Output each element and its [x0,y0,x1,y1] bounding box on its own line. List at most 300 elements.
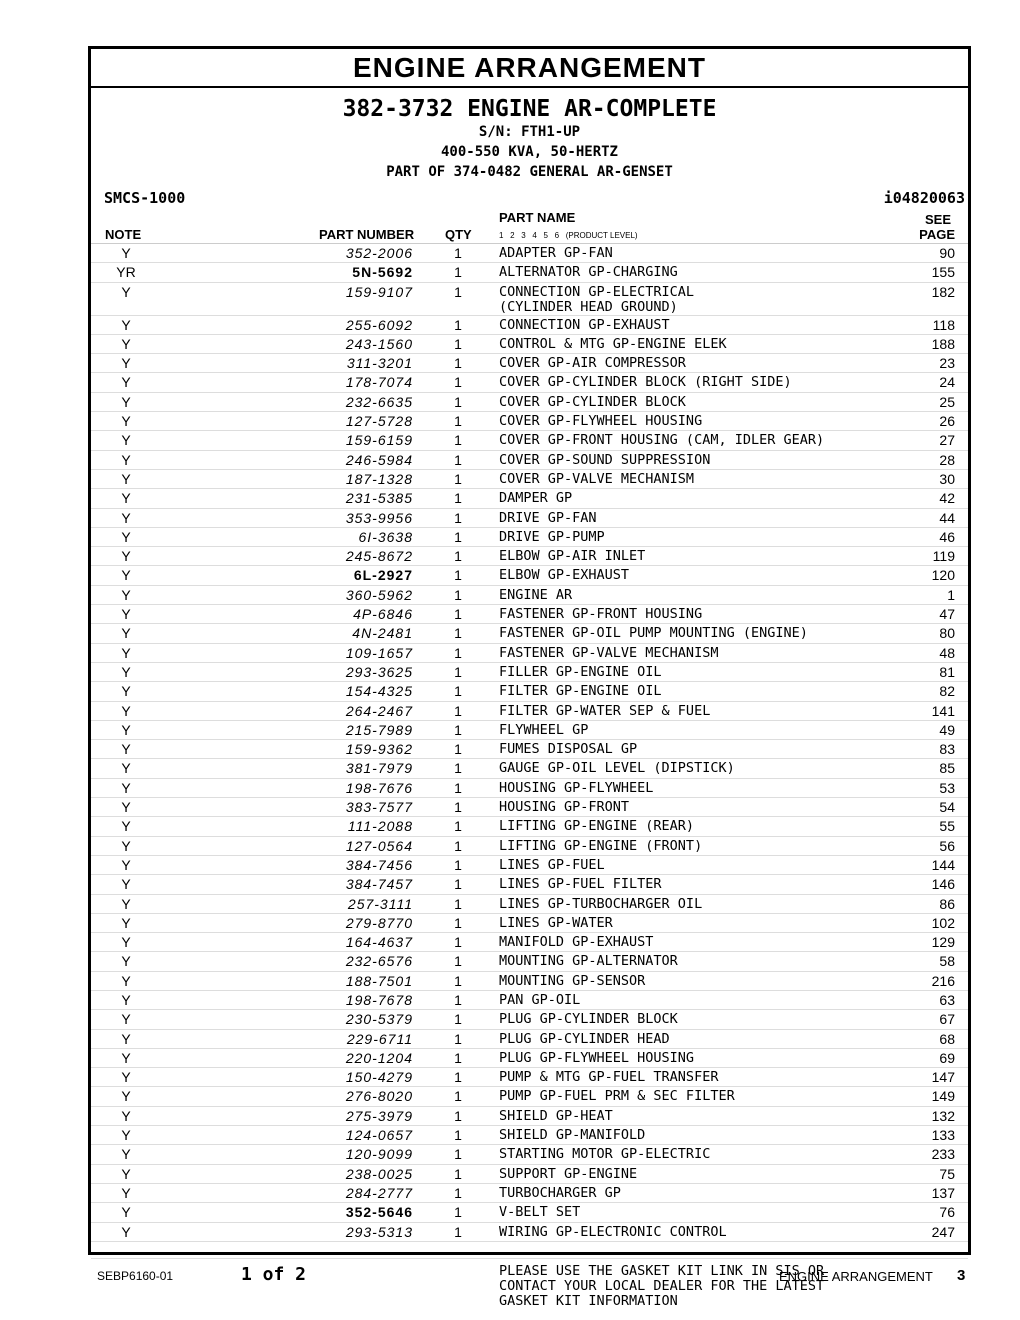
table-row [91,509,968,528]
row-qty: 1 [454,470,462,487]
row-see-page: 182 [931,283,955,300]
row-part-name [499,433,824,448]
row-note: Y [121,1030,131,1047]
row-note: Y [121,760,131,777]
row-part-name-line: ENGINE AR [499,586,573,603]
row-qty: 1 [454,528,462,545]
row-part-number: 381-7979 [345,760,413,777]
row-see-page: 233 [931,1146,955,1163]
row-see-page: 133 [931,1127,955,1144]
table-row [91,702,968,721]
row-part-number: 284-2777 [345,1184,413,1201]
serial-range: S/N: FTH1-UP [478,124,581,140]
row-part-name-line: ELBOW GP-AIR INLET [499,548,646,565]
row-qty: 1 [454,509,462,526]
row-part-name [499,414,702,429]
row-qty: 1 [454,355,462,372]
row-note: Y [121,548,131,565]
row-part-name-line: FILLER GP-ENGINE OIL [499,663,662,680]
row-see-page: 55 [939,818,955,835]
row-see-page: 120 [931,567,955,584]
row-note: Y [121,663,131,680]
row-see-page: 119 [932,548,955,565]
row-see-page: 147 [931,1069,955,1086]
row-qty: 1 [454,264,462,281]
row-note: Y [121,413,131,430]
parent-assembly: PART OF 374-0482 GENERAL AR-GENSET [386,164,673,180]
row-note: Y [121,1088,131,1105]
row-part-name-line: ELBOW GP-EXHAUST [499,567,630,584]
row-qty: 1 [454,953,462,970]
row-qty: 1 [454,779,462,796]
row-part-name [499,395,686,410]
row-part-name [499,858,605,873]
row-part-name-line: LINES GP-FUEL [499,856,605,873]
row-qty: 1 [454,1184,462,1201]
row-note: Y [121,1204,131,1221]
row-part-name-line: FLYWHEEL GP [499,721,589,738]
row-see-page: 188 [931,335,955,352]
row-qty: 1 [454,606,462,623]
row-note: Y [121,432,131,449]
row-qty: 1 [454,567,462,584]
row-part-name [499,993,580,1008]
document-id: i04820063 [883,189,965,207]
row-part-number: 352-2006 [345,245,413,261]
table-row [91,393,968,412]
assembly-title: 382-3732 ENGINE AR-COMPLETE [342,96,717,122]
row-see-page: 146 [931,876,955,893]
row-part-number: 353-9956 [345,509,413,526]
col-part-number: PART NUMBER [319,227,415,242]
row-note: Y [121,509,131,526]
row-qty: 1 [454,818,462,835]
row-part-number: 352-5646 [345,1204,413,1221]
row-part-number: 360-5962 [345,586,413,603]
row-note: Y [121,953,131,970]
row-part-name [499,1186,621,1201]
row-part-number: 109-1657 [345,644,413,661]
table-row [91,1049,968,1068]
table-row [91,244,968,263]
row-part-name [499,742,637,757]
row-qty: 1 [454,335,462,352]
row-see-page: 83 [939,741,955,758]
row-part-name-line: DRIVE GP-PUMP [499,528,605,545]
row-note: Y [121,393,131,410]
row-qty: 1 [454,1127,462,1144]
table-row [91,779,968,798]
row-qty: 1 [454,625,462,642]
table-row [91,1145,968,1164]
row-part-number: 215-7989 [345,721,413,738]
row-part-number: 5N-5692 [352,264,413,281]
row-part-number: 264-2467 [345,702,413,719]
row-note: Y [121,586,131,603]
row-note: Y [121,741,131,758]
row-part-name-line: COVER GP-SOUND SUPPRESSION [499,451,711,468]
table-row [91,952,968,971]
row-see-page: 47 [939,606,955,623]
row-qty: 1 [454,1165,462,1182]
row-part-name-line: SHIELD GP-MANIFOLD [499,1127,646,1144]
row-part-name-line: CONNECTION GP-ELECTRICAL [499,283,695,300]
row-see-page: 46 [939,528,955,545]
row-note: Y [121,355,131,372]
row-part-name [499,684,662,699]
row-part-number: 124-0657 [345,1127,413,1144]
row-see-page: 56 [939,837,955,854]
row-note: Y [121,606,131,623]
table-row [91,335,968,354]
row-part-name [499,626,808,641]
row-part-number: 255-6092 [345,316,413,333]
row-part-number: 178-7074 [345,374,413,391]
row-part-name-line: PLUG GP-FLYWHEEL HOUSING [499,1049,695,1066]
table-row [91,1107,968,1126]
table-row [91,740,968,759]
page-title: ENGINE ARRANGEMENT [91,49,968,88]
row-see-page: 54 [939,799,955,816]
row-see-page: 82 [939,683,955,700]
row-part-number: 150-4279 [345,1069,413,1086]
row-note: Y [121,335,131,352]
row-part-number: 245-8672 [345,548,413,565]
table-row [91,721,968,740]
row-part-number: 159-9362 [345,741,413,758]
row-note: Y [121,1165,131,1182]
row-part-name [499,819,694,834]
col-part-name: PART NAME [499,210,576,225]
table-row [91,933,968,952]
row-note: Y [121,625,131,642]
row-part-name [499,897,702,912]
row-part-name [499,1205,580,1220]
row-part-number: 293-3625 [345,663,413,680]
row-note: Y [121,799,131,816]
row-see-page: 144 [931,856,955,873]
row-note: Y [121,779,131,796]
row-part-name [499,781,653,796]
row-see-page: 48 [939,644,955,661]
row-note: Y [121,856,131,873]
col-product-level: 1 2 3 4 5 6 (PRODUCT LEVEL) [499,231,638,240]
row-qty: 1 [454,663,462,680]
row-part-name [499,375,792,390]
row-part-number: 384-7457 [345,876,413,893]
row-part-name-line: WIRING GP-ELECTRONIC CONTROL [499,1223,727,1240]
row-see-page: 42 [939,490,955,507]
row-qty: 1 [454,432,462,449]
table-row [91,1010,968,1029]
row-part-name-line: STARTING MOTOR GP-ELECTRIC [499,1146,711,1163]
row-qty: 1 [454,1204,462,1221]
row-see-page: 129 [931,934,955,951]
row-part-name [499,974,645,989]
row-qty: 1 [454,721,462,738]
row-see-page: 30 [939,470,955,487]
row-note: Y [121,721,131,738]
row-part-number: 293-5313 [345,1223,413,1240]
row-part-name-line: MOUNTING GP-SENSOR [499,972,646,989]
row-part-number: 154-4325 [345,683,413,700]
row-part-name-line: PUMP & MTG GP-FUEL TRANSFER [499,1069,719,1086]
row-qty: 1 [454,1011,462,1028]
row-part-name [499,549,645,564]
row-note: Y [121,1011,131,1028]
row-qty: 1 [454,1049,462,1066]
row-part-name [499,761,735,776]
row-part-name [499,646,718,661]
row-part-number: 232-6635 [345,393,413,410]
row-part-number: 231-5385 [345,490,413,507]
row-part-name [499,1032,670,1047]
table-row [91,663,968,682]
row-part-name-line: COVER GP-CYLINDER BLOCK [499,393,686,410]
table-row [91,1126,968,1145]
row-qty: 1 [454,451,462,468]
row-part-name-line: FASTENER GP-VALVE MECHANISM [499,644,719,661]
row-part-number: 279-8770 [345,914,413,931]
row-qty: 1 [454,1030,462,1047]
row-qty: 1 [454,1088,462,1105]
row-part-name-line: COVER GP-CYLINDER BLOCK (RIGHT SIDE) [499,374,792,391]
gasket-note-text: PLEASE USE THE GASKET KIT LINK IN SIS OR CONTACT YOUR LOCAL DEALER FOR THE LATEST GASKET KIT INFORMATION [499,1262,825,1309]
row-qty: 1 [454,490,462,507]
row-qty: 1 [454,1069,462,1086]
row-see-page: 85 [939,760,955,777]
table-row [91,489,968,508]
table-row [91,373,968,392]
row-see-page: 28 [939,451,955,468]
row-part-number: 127-5728 [345,413,413,430]
row-see-page: 149 [931,1088,955,1105]
row-part-name [499,1225,727,1240]
row-qty: 1 [454,914,462,931]
row-see-page: 155 [931,264,955,281]
row-qty: 1 [454,683,462,700]
row-part-name-line: PUMP GP-FUEL PRM & SEC FILTER [499,1088,735,1105]
row-see-page: 80 [939,625,955,642]
row-qty: 1 [454,895,462,912]
row-note: Y [121,1184,131,1201]
row-part-name-line: MANIFOLD GP-EXHAUST [499,934,654,951]
table-row [91,1030,968,1049]
table-row [91,547,968,566]
row-part-name [499,588,572,603]
table-row [91,759,968,778]
row-see-page: 76 [939,1204,955,1221]
row-part-name [499,568,629,583]
table-row [91,991,968,1010]
row-note: Y [121,683,131,700]
row-see-page: 26 [939,413,955,430]
row-note: Y [121,837,131,854]
row-part-name-line: MOUNTING GP-ALTERNATOR [499,953,678,970]
row-qty: 1 [454,413,462,430]
row-part-name-line: FILTER GP-ENGINE OIL [499,683,662,700]
row-part-name-line: SUPPORT GP-ENGINE [499,1165,638,1182]
row-part-number: 246-5984 [345,451,413,468]
row-qty: 1 [454,799,462,816]
row-note: YR [116,264,136,281]
row-part-name-line: COVER GP-FRONT HOUSING (CAM, IDLER GEAR) [499,432,825,449]
row-part-name-line: CONTROL & MTG GP-ENGINE ELEK [499,335,727,352]
table-row [91,1068,968,1087]
row-see-page: 81 [939,663,955,680]
row-see-page: 27 [939,432,955,449]
row-part-number: 257-3111 [347,895,413,912]
col-see: SEE [924,212,951,227]
row-part-name [499,1109,613,1124]
row-see-page: 102 [931,914,955,931]
row-see-page: 63 [939,991,955,1008]
row-qty: 1 [454,876,462,893]
row-see-page: 75 [939,1165,955,1182]
row-part-name [499,472,694,487]
table-row [91,1087,968,1106]
row-part-name [499,530,605,545]
row-part-name-line: COVER GP-AIR COMPRESSOR [499,355,686,372]
table-row [91,972,968,991]
row-part-number: 276-8020 [345,1088,413,1105]
row-qty: 1 [454,644,462,661]
row-part-number: 311-3201 [346,355,413,372]
row-part-name [499,1051,694,1066]
row-part-name-line: FUMES DISPOSAL GP [499,741,638,758]
row-part-name-line: CONNECTION GP-EXHAUST [499,316,670,333]
table-row [91,875,968,894]
row-part-name-line: FASTENER GP-OIL PUMP MOUNTING (ENGINE) [499,625,808,642]
row-part-number: 383-7577 [345,799,413,816]
row-see-page: 25 [939,393,955,410]
row-qty: 1 [454,1223,462,1240]
row-see-page: 53 [939,779,955,796]
table-row [91,431,968,450]
row-qty: 1 [454,283,462,300]
row-part-name-line: HOUSING GP-FRONT [499,799,630,816]
row-note: Y [121,1223,131,1240]
table-row [91,354,968,373]
row-part-name [499,1147,710,1162]
row-part-name [499,337,727,352]
row-see-page: 137 [931,1184,955,1201]
row-part-number: 230-5379 [345,1011,413,1028]
row-part-number: 275-3979 [345,1107,413,1124]
row-note: Y [121,876,131,893]
row-note: Y [121,245,131,261]
row-part-number: 4N-2481 [352,625,413,642]
row-part-number: 238-0025 [345,1165,413,1182]
table-row [91,316,968,335]
table-row [91,605,968,624]
row-part-name-line: LINES GP-TURBOCHARGER OIL [499,895,703,912]
row-part-name [499,285,694,315]
row-part-name-line: DAMPER GP [499,490,573,507]
row-part-name [499,800,629,815]
row-part-name-line: LINES GP-WATER [499,914,613,931]
row-note: Y [121,470,131,487]
row-note: Y [121,316,131,333]
row-part-number: 243-1560 [345,335,413,352]
table-row [91,1165,968,1184]
row-part-name [499,1012,678,1027]
footer-doc-number: SEBP6160-01 [97,1269,174,1283]
row-part-name [499,265,678,280]
row-qty: 1 [454,548,462,565]
row-part-number: 188-7501 [345,972,413,989]
row-note: Y [121,1127,131,1144]
row-part-name-line: HOUSING GP-FLYWHEEL [499,779,654,796]
row-see-page: 247 [931,1223,955,1240]
row-qty: 1 [454,702,462,719]
row-part-number: 4P-6846 [353,606,413,623]
table-row [91,283,968,316]
table-row [91,856,968,875]
row-see-page: 44 [939,509,955,526]
row-note: Y [121,1107,131,1124]
row-see-page: 67 [939,1011,955,1028]
row-note: Y [121,1069,131,1086]
footer-page-number: 3 [957,1267,966,1284]
row-part-name-line: V-BELT SET [499,1204,581,1221]
row-part-name-line: TURBOCHARGER GP [499,1184,621,1201]
row-part-name [499,665,662,680]
row-part-name [499,916,613,931]
row-part-name-line: LIFTING GP-ENGINE (FRONT) [499,837,703,854]
row-note: Y [121,1049,131,1066]
row-part-name-line: PLUG GP-CYLINDER HEAD [499,1030,670,1047]
row-part-name-line: ALTERNATOR GP-CHARGING [499,264,678,281]
rating: 400-550 KVA, 50-HERTZ [440,144,618,160]
row-part-name [499,318,670,333]
row-see-page: 69 [939,1049,955,1066]
row-part-name [499,704,710,719]
row-see-page: 1 [947,586,955,603]
row-see-page: 58 [939,953,955,970]
row-part-name [499,453,710,468]
row-part-number: 229-6711 [346,1030,413,1047]
row-see-page: 90 [939,245,955,261]
row-qty: 1 [454,374,462,391]
row-see-page: 118 [932,316,955,333]
table-row [91,644,968,663]
row-qty: 1 [454,1146,462,1163]
table-row [91,1223,968,1242]
table-row [91,1203,968,1222]
row-part-number: 187-1328 [345,470,413,487]
row-note: Y [121,374,131,391]
table-row [91,895,968,914]
table-row [91,1184,968,1203]
row-note: Y [121,283,131,300]
row-part-name [499,356,686,371]
row-part-name-line: COVER GP-VALVE MECHANISM [499,470,695,487]
row-part-name [499,246,613,261]
parts-table-body [91,244,968,1242]
col-page: PAGE [919,227,955,242]
row-note: Y [121,702,131,719]
table-row [91,412,968,431]
row-qty: 1 [454,934,462,951]
row-see-page: 216 [931,972,955,989]
row-part-name [499,935,653,950]
row-note: Y [121,490,131,507]
row-qty: 1 [454,586,462,603]
table-row [91,682,968,701]
row-part-number: 198-7676 [345,779,413,796]
row-part-name-line: LINES GP-FUEL FILTER [499,876,662,893]
